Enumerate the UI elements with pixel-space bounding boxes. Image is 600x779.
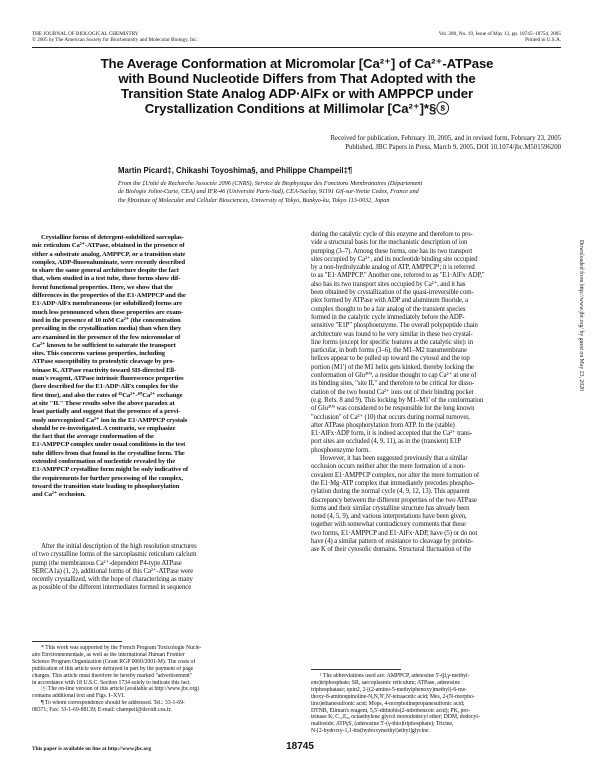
footnote-line: in accordance with 18 U.S.C. Section 1734 solely to indicate this fact. xyxy=(32,679,191,686)
abstract-line: the fact that the average conformation of the xyxy=(32,433,154,441)
journal-header-left xyxy=(32,31,198,44)
abstract-line: E1·ADP·AlFx membraneous (or solubilized) forms are xyxy=(32,300,182,308)
journal-name: THE JOURNAL OF BIOLOGICAL CHEMISTRY xyxy=(32,31,139,37)
header-divider xyxy=(32,47,561,48)
received-line-1: Received for publication, February 10, 2005, and in revised form, February 23, 2005 xyxy=(330,135,561,142)
page-number: 18745 xyxy=(286,741,314,752)
body-line: sensitive "E1P" phosphoenzyme. The overall polypeptide chain xyxy=(311,322,478,330)
body-line: (e.g. Refs. 8 and 9). This locking by M1–M1' of the conformation xyxy=(311,396,484,404)
footnote-line: Science Program Organization (Grant RGP 0060/2001-M). The costs of xyxy=(32,658,196,665)
intro-line: pump (the membranous Ca²⁺-dependent P4-type ATPase xyxy=(32,559,182,567)
abbreviation-divider xyxy=(311,669,401,670)
body-line: plex formed by ATPase with ADP and aluminum fluoride, a xyxy=(311,297,468,305)
body-line: vide a structural basis for the mechanistic description of ion xyxy=(311,239,468,247)
body-line: of Glu³⁰⁹ was considered to be responsible for the long known xyxy=(311,405,475,413)
body-line: particular, in both forms (3–6), the M1–M2 transmembrane xyxy=(311,347,467,355)
body-line: two forms, E1·AMPPCP and E1·AlFx·ADP, have (5) or do not xyxy=(311,529,478,537)
abstract-line: teinase K, ATPase reactivity toward SH-directed Ell- xyxy=(32,366,177,374)
affiliation-line-3: the §Institute of Molecular and Cellular Biosciences, University of Tokyo, Bunkyo-ku, Tokyo 113-0032, Japan xyxy=(118,196,390,204)
footnote-line: 08371; Fax: 33-1-69-88139; E-mail: champeil@dsvidf.cea.fr. xyxy=(32,707,172,714)
abstract-line: ously unrecognized Ca²⁺ ion in the E1·AMPPCP crystals xyxy=(32,416,188,424)
body-line: the E1·Mg·ATP complex that immediately precedes phospho- xyxy=(311,479,474,487)
abbreviation-footnote xyxy=(311,673,561,735)
body-line: architecture was found to be very similar in these two crystal- xyxy=(311,330,473,338)
received-dates xyxy=(331,134,561,152)
body-line: However, it has been suggested previously that a similar xyxy=(320,455,468,463)
abbreviation-line: ¹ The abbreviations used are: AMPPCP, adenosine 5'-(β,γ-methyl- xyxy=(320,673,470,679)
abstract-line: (here described for the E1·ADP·AlFx complex for the xyxy=(32,383,179,391)
abstract-line: the requirements for further processing of the complex, xyxy=(32,474,184,482)
affiliations xyxy=(118,180,558,205)
right-column-text xyxy=(311,231,561,555)
body-line: by a non-hydrolyzable analog of ATP, AMPPCP¹; it is referred xyxy=(311,264,475,272)
body-line: E1·AlFx·ADP form, it is indeed accepted that the Ca²⁺ trans- xyxy=(311,430,472,438)
abstract-line: sites. This concerns various properties, including xyxy=(32,350,165,358)
intro-line: of two crystalline forms of the sarcoplasmic reticulum calcium xyxy=(32,551,197,559)
abstract-line: ATPase susceptibility to proteolytic cleavage by pro- xyxy=(32,358,175,366)
download-side-note xyxy=(572,240,586,630)
abstract-line: Crystalline forms of detergent-solubilized sarcoplas- xyxy=(41,234,184,241)
body-line: port sites are occluded (4, 9, 11), as in the (transient) E1P xyxy=(311,438,461,446)
affiliation-line-2: de Biologie Joliot-Curie, CEA) and IFR-46 (Université Paris-Sud), CEA-Saclay, 91191 Gif-sur-Yvette Cedex, France and xyxy=(118,188,419,196)
intro-line: SERCA1a) (1, 2), additional forms of this Ca²⁺-ATPase were xyxy=(32,567,194,575)
journal-header-right xyxy=(439,31,561,44)
title-line-2: with Bound Nucleotide Differs from That Adopted with the xyxy=(118,71,476,86)
abbreviation-line: teinase K; C₁₂E₈, octaethylene glycol monododecyl ether; DDM, dodecyl- xyxy=(311,714,480,721)
body-line: complex thought to be a fair analog of the transient species xyxy=(311,305,466,313)
abbreviation-line: maltoside; ATPγS, (adenosine 5'-(γ-thio)triphosphate); Tricine, xyxy=(311,721,454,728)
body-line: during the catalytic cycle of this enzyme and therefore to pro- xyxy=(311,231,473,238)
footnote-line: contains additional text and Figs. I–XVI. xyxy=(32,693,125,700)
body-line: "occlusion" of Ca²⁺ (10) that occurs during normal turnover, xyxy=(311,413,470,421)
online-availability-note: This paper is available on line at http://www.jbc.org xyxy=(32,746,152,752)
abbreviation-line: thoxy-8-aminoquinoline-N,N,N',N'-tetraacetic acid; Mes, 2-(N-morpho- xyxy=(311,693,475,700)
body-line: have (4) a similar pattern of resistance to cleavage by protein- xyxy=(311,537,473,545)
download-side-text[interactable]: Downloaded from http://www.jbc.org/ by guest on May 23, 2020 xyxy=(578,240,584,392)
abbreviation-line: DTNB, Ellman's reagent, 5,5'-dithiobis(2-nitrobenzoic acid); PK, pro- xyxy=(311,707,470,714)
footnote-line: publication of this article were defrayed in part by the payment of page xyxy=(32,665,194,672)
abstract-line: are examined in the presence of the few micromolar of xyxy=(32,333,181,341)
abbreviation-line: ene)triphosphate; SR, sarcoplasmic reticulum; ATPase, adenosine xyxy=(311,679,460,686)
footnotes xyxy=(32,645,282,714)
copyright-line: © 2005 by The American Society for Biochemistry and Molecular Biology, Inc. xyxy=(32,37,198,44)
abstract-line: much less pronounced when these properties are exam- xyxy=(32,308,184,316)
abstract-line: first time), and also the rates of ⁴⁵Ca²⁺-⁴⁰Ca²⁺ exchange xyxy=(32,391,183,399)
body-line: phosphoenzyme form. xyxy=(311,446,370,454)
abstract-line: at site "II." These results solve the above paradox at xyxy=(32,399,175,407)
intro-line: as possible of the different intermediates formed in sequence xyxy=(32,584,192,592)
body-line: its binding sites, "site II," and therefore to be critical for disso- xyxy=(311,380,475,388)
affiliation-line-1: From the ‡Unité de Recherche Associée 2096 (CNRS), Service de Biophysique des Fonctions Membranaires (Département xyxy=(118,180,423,187)
abstract-line: differences in the properties of the E1·AMPPCP and the xyxy=(32,292,186,300)
footnote-line: ¶ To whom correspondence should be addressed. Tel.: 33-1-69- xyxy=(41,700,185,707)
intro-line: recently crystallized, with the hope of characterizing as many xyxy=(32,576,193,584)
body-line: sites occupied by Ca²⁺, and its nucleotide binding site occupied xyxy=(311,255,478,263)
body-line: rylation during the normal cycle (4, 9, 12, 13). This apparent xyxy=(311,488,470,496)
printed-line: Printed in U.S.A. xyxy=(525,37,561,44)
abstract-line: least partially and suggest that the presence of a previ- xyxy=(32,408,181,416)
abstract-line: man's reagent, ATPase intrinsic fluorescence properties xyxy=(32,375,184,383)
body-line: helices appear to be pulled up toward the cytosol and the top xyxy=(311,355,470,363)
abstract-line: mic reticulum Ca²⁺-ATPase, obtained in the presence of xyxy=(32,242,185,250)
footnote-line: * This work was supported by the French Program Toxicologie Nuclé- xyxy=(41,645,202,651)
abbreviation-line: N-[2-hydroxy-1,1-bis(hydroxymethyl)ethyl]glycine. xyxy=(311,728,430,735)
introduction-text xyxy=(32,543,282,593)
body-line: also has its two transport sites occupied by Ca²⁺, and it has xyxy=(311,280,466,288)
body-line: formed in the catalytic cycle immediately before the ADP- xyxy=(311,313,465,321)
abstract-line: ined in the presence of 10 mM Ca²⁺ (the concentration xyxy=(32,316,181,324)
body-line: noted (4, 5, 9), and various interpretations have been given, xyxy=(311,513,467,521)
abstract-line: prevailing in the crystallization media) than when they xyxy=(32,325,182,333)
footnote-line: ⓢ The on-line version of this article (available at http://www.jbc.org) xyxy=(41,686,199,693)
abstract-line: ferent functional properties. Here, we show that the xyxy=(32,283,173,291)
abbreviation-line: lino)ethanesulfonic acid; Mops, 4-morpholinepropanesulfonic acid; xyxy=(311,700,465,707)
abstract-line: tube differs from that found in the crystalline form. The xyxy=(32,449,185,457)
body-line: occlusion occurs neither after the mere formation of a non- xyxy=(311,463,466,471)
body-line: conformation of Glu³⁰⁹, a residue thought to cap Ca²⁺ at one of xyxy=(311,372,477,380)
footnote-line: aire Environnementale, as well as the international Human Frontier xyxy=(32,651,185,658)
received-line-2: Published, JBC Papers in Press, March 9, 2005, DOI 10.1074/jbc.M501596200 xyxy=(345,144,561,151)
abstract-line: complex, ADP-fluoroaluminate, were recently described xyxy=(32,258,185,266)
abstract-line: extended conformation of nucleotide revealed by the xyxy=(32,458,176,466)
body-line: ciation of the two bound Ca²⁺ ions out of their binding pocket xyxy=(311,388,474,396)
volume-line: Vol. 280, No. 19, Issue of May 13, pp. 18745–18754, 2005 xyxy=(438,31,561,37)
abstract-line: and Ca²⁺ occlusion. xyxy=(32,491,86,499)
article-title xyxy=(32,56,562,116)
body-line: ase K of their cytosolic domains. Structural fluctuation of the xyxy=(311,546,472,554)
body-line: discrepancy between the different properties of the two ATPase xyxy=(311,496,477,504)
abstract-line: E1·AMPPCP crystalline form might be only indicative of xyxy=(32,466,189,474)
body-line: after ATPase phosphorylation from ATP. In the (stable) xyxy=(311,421,455,429)
abbreviation-line: triphosphatase; quin2, 2-[(2-amino-5-methylphenoxy)methyl]-6-me- xyxy=(311,686,468,693)
abstract-line: E1·AMPPCP complex under usual conditions in the test xyxy=(32,441,186,449)
abstract-line: either a substrate analog, AMPPCP, or a transition state xyxy=(32,250,186,258)
body-line: been obtained by crystallization of the quasi-irreversible com- xyxy=(311,289,474,297)
abstract-line: that, when studied in a test tube, these forms show dif- xyxy=(32,275,181,283)
abstract xyxy=(32,234,282,500)
body-line: to as "E1·AMPPCP." Another one, referred to as "E1·AlFx·ADP," xyxy=(311,272,485,280)
title-line-4: Crystallization Conditions at Millimolar [Ca²⁺]*§ⓢ xyxy=(144,101,450,116)
abstract-line: should be re-investigated. A contrario, we emphasize xyxy=(32,424,176,432)
body-line: forms and their similar crystalline structure has already been xyxy=(311,504,470,512)
title-line-1: The Average Conformation at Micromolar [Ca²⁺] of Ca²⁺-ATPase xyxy=(100,56,494,71)
author-list: Martin Picard‡, Chikashi Toyoshima§, and Philippe Champeil‡¶ xyxy=(118,166,353,175)
body-line: together with somewhat contradictory comments that these xyxy=(311,521,466,529)
title-line-3: Transition State Analog ADP·AlFx or with AMPPCP under xyxy=(120,86,473,101)
footnote-line: charges. This article must therefore be hereby marked "advertisement" xyxy=(32,672,192,679)
intro-line: After the initial description of the high resolution structures xyxy=(41,543,197,550)
abstract-line: Ca²⁺ known to be sufficient to saturate the transport xyxy=(32,341,176,349)
body-line: line forms (except for specific features at the catalytic site): in xyxy=(311,338,474,346)
abstract-line: toward the transition state leading to phosphorylation xyxy=(32,482,180,490)
body-line: covalent E1·AMPPCP complex, nor after the mere formation of xyxy=(311,471,480,479)
body-line: pumping (3–7). Among these forms, one has its two transport xyxy=(311,247,473,255)
footnote-divider xyxy=(32,641,122,642)
abstract-line: to share the same general architecture despite the fact xyxy=(32,267,179,275)
body-line: portion (M1') of the M1 helix gets kinked, thereby locking the xyxy=(311,363,474,371)
